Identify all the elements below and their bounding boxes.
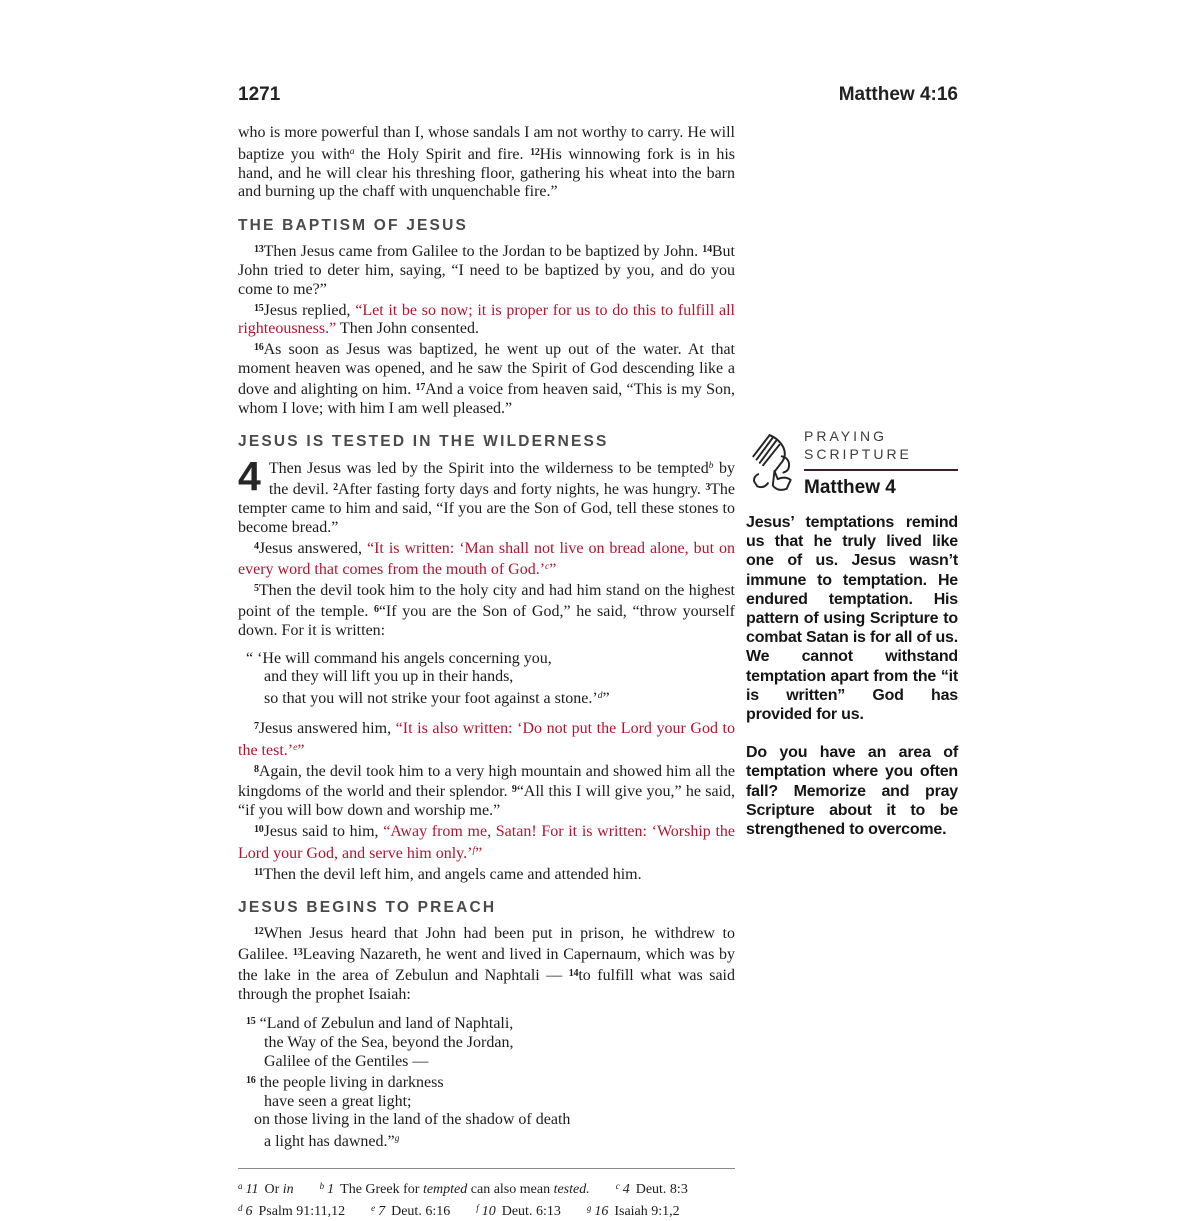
poetry-line: a light has dawned.”$^g$ [264,1133,400,1151]
verse-paragraph: $^4$Jesus answered, “It is written: ‘Man shall not live on bread alone, but on every word that comes from the mouth of God.’$^c$” [238,539,735,579]
sidebar-eyebrow-line1: PRAYING [804,428,887,444]
verse-paragraph: who is more powerful than I, whose sandals I am not worthy to carry. He will baptize you with$^a$ the Holy Spirit and fire. $^{12}$His winnowing fork is in his hand, and he will clear his threshing floor, gathering his wheat into the barn and burning up the chaff with unquenchable fire.” [238,124,735,201]
sidebar-paragraph: Do you have an area of temptation where you often fall? Memorize and pray Scripture about it to be strengthened to overcome. [746,744,958,839]
scripture-blocks [238,124,735,1152]
verse-number: 13 [292,947,303,959]
praying-hands-icon [746,429,798,495]
footnote-marker: g [586,1203,592,1214]
poetry-block [238,650,735,709]
poetry-line: $^{15}$ “Land of Zebulun and land of Naphtali, [246,1015,514,1033]
footnote-marker: c [615,1181,620,1192]
footnote-line: $^a$ 11 Or in $^b$ 1 The Greek for tempted can also mean tested. $^c$ 4 Deut. 8:3 [238,1181,688,1198]
chapter-number-dropcap: 4 [238,453,261,500]
verse-paragraph: $^{13}$Then Jesus came from Galilee to the Jordan to be baptized by John. $^{14}$But John tried to deter him, saying, “I need to be baptized by you, and do you come to me?” [238,243,735,298]
footnote-marker: b [708,461,714,472]
verse-number: 4 [254,540,259,552]
page-number: 1271 [238,84,281,105]
verse-number: 14 [568,967,579,979]
verse-number: 16 [254,342,264,354]
verse-number: 2 [333,482,338,494]
verse-number: 11 [254,866,264,878]
poetry-line: the Way of the Sea, beyond the Jordan, [264,1034,514,1052]
verse-number: 7 [254,720,259,732]
footnote-marker: d [597,691,603,702]
section-heading: JESUS IS TESTED IN THE WILDERNESS [238,433,609,451]
footnote-marker: g [394,1134,400,1145]
verse-paragraph: $^{12}$When Jesus heard that John had been put in prison, he withdrew to Galilee. $^{13}$Leaving Nazareth, he went and lived in Capernaum, which was by the lake in the area of Zebulun and Naphtali — $^{14}$to fulfill what was said through the prophet Isaiah: [238,925,736,1003]
footnote-marker: d [238,1203,243,1214]
verse-number: 5 [254,583,259,595]
footnote-marker: e [293,742,298,753]
footnote-marker: f [476,1203,479,1214]
poetry-line: so that you will not strike your foot against a stone.’$^d$” [264,690,610,708]
columns [238,124,958,1221]
verse-paragraph: $^7$Jesus answered him, “It is also written: ‘Do not put the Lord your God to the test.’$^e$” [238,719,735,759]
verse-number: 14 [702,244,712,256]
footnote-marker: b [319,1181,325,1192]
sidebar-header [746,427,958,513]
verse-number: 16 [246,1074,256,1086]
verse-paragraph: $^5$Then the devil took him to the holy city and had him stand on the highest point of the temple. $^6$“If you are the Son of God,” he said, “throw yourself down. For it is written: [238,582,735,639]
footnote-marker: f [472,845,476,856]
sidebar [746,124,958,1221]
verse-number: 15 [246,1016,256,1028]
verse-number: 10 [254,823,264,835]
page-reference: Matthew 4:16 [838,84,958,105]
verse-paragraph: $^{16}$As soon as Jesus was baptized, he went up out of the water. At that moment heaven was opened, and he saw the Spirit of God descending like a dove and alighting on him. $^{17}$And a voice from heaven said, “This is my Son, whom I love; with him I am well pleased.” [238,341,736,417]
verse-number: 12 [530,146,540,158]
verse-number: 13 [254,244,264,256]
verse-paragraph: $^8$Again, the devil took him to a very high mountain and showed him all the kingdoms of the world and their splendor. $^9$“All this I will give you,” he said, “if you will bow down and worship me.” [238,762,736,820]
sidebar-eyebrow [804,427,958,463]
verse-paragraph: $^{11}$Then the devil left him, and angels came and attended him. [254,865,642,883]
verse-number: 12 [254,926,264,938]
footnote-marker: c [545,562,550,573]
chapter-opening-paragraph: 4 Then Jesus was led by the Spirit into the wilderness to be tempted$^b$ by the devil. $^2$After fasting forty days and forty nights, he was hungry. $^3$The tempter came to him and said, “If you are the Son of God, tell these stones to become bread.” [238,453,735,536]
running-head [238,84,958,106]
page-content [238,84,958,1221]
sidebar-paragraph: Jesus’ temptations remind us that he truly lived like one of us. Jesus wasn’t immune to temptation. He endured temptation. His pattern of using Scripture to combat Satan is for all of us. We cannot withstand temptation apart from the “it is written” God has provided for us. [746,514,958,724]
verse-number: 15 [254,302,264,314]
verse-number: 9 [511,784,517,796]
footnotes [238,1177,735,1221]
sidebar-header-text [804,427,958,513]
poetry-line: have seen a great light; [264,1092,412,1110]
verse-paragraph: $^{15}$Jesus replied, “Let it be so now; it is proper for us to do this to fulfill all righteousness.” Then John consented. [238,301,736,338]
scripture-column [238,124,735,1221]
poetry-line: and they will lift you up in their hands, [264,668,514,686]
poetry-line: $^{16}$ the people living in darkness [246,1073,444,1091]
footnote-line: $^d$ 6 Psalm 91:11,12 $^e$ 7 Deut. 6:16 $^f$ 10 Deut. 6:13 $^g$ 16 Isaiah 9:1,2 [238,1203,680,1220]
footnote-divider [238,1168,735,1169]
sidebar-body [746,513,958,839]
footnote-marker: a [349,146,355,157]
verse-paragraph: $^{10}$Jesus said to him, “Away from me, Satan! For it is written: ‘Worship the Lord your God, and serve him only.’$^f$” [238,822,735,862]
sidebar-eyebrow-line2: SCRIPTURE [804,446,912,462]
poetry-line: “ ‘He will command his angels concerning you, [246,649,552,667]
footnote-marker: e [371,1203,376,1214]
poetry-block [238,1013,735,1152]
verse-number: 17 [415,381,426,393]
section-heading: THE BAPTISM OF JESUS [238,217,469,235]
poetry-line: Galilee of the Gentiles — [264,1053,429,1071]
poetry-line: on those living in the land of the shadow of death [254,1111,571,1129]
verse-number: 8 [254,763,259,775]
sidebar-title: Matthew 4 [804,477,896,498]
sidebar-rule [804,469,958,471]
verse-number: 3 [705,482,711,494]
section-heading: JESUS BEGINS TO PREACH [238,899,497,917]
footnote-marker: a [238,1181,243,1192]
verse-number: 6 [374,603,379,615]
